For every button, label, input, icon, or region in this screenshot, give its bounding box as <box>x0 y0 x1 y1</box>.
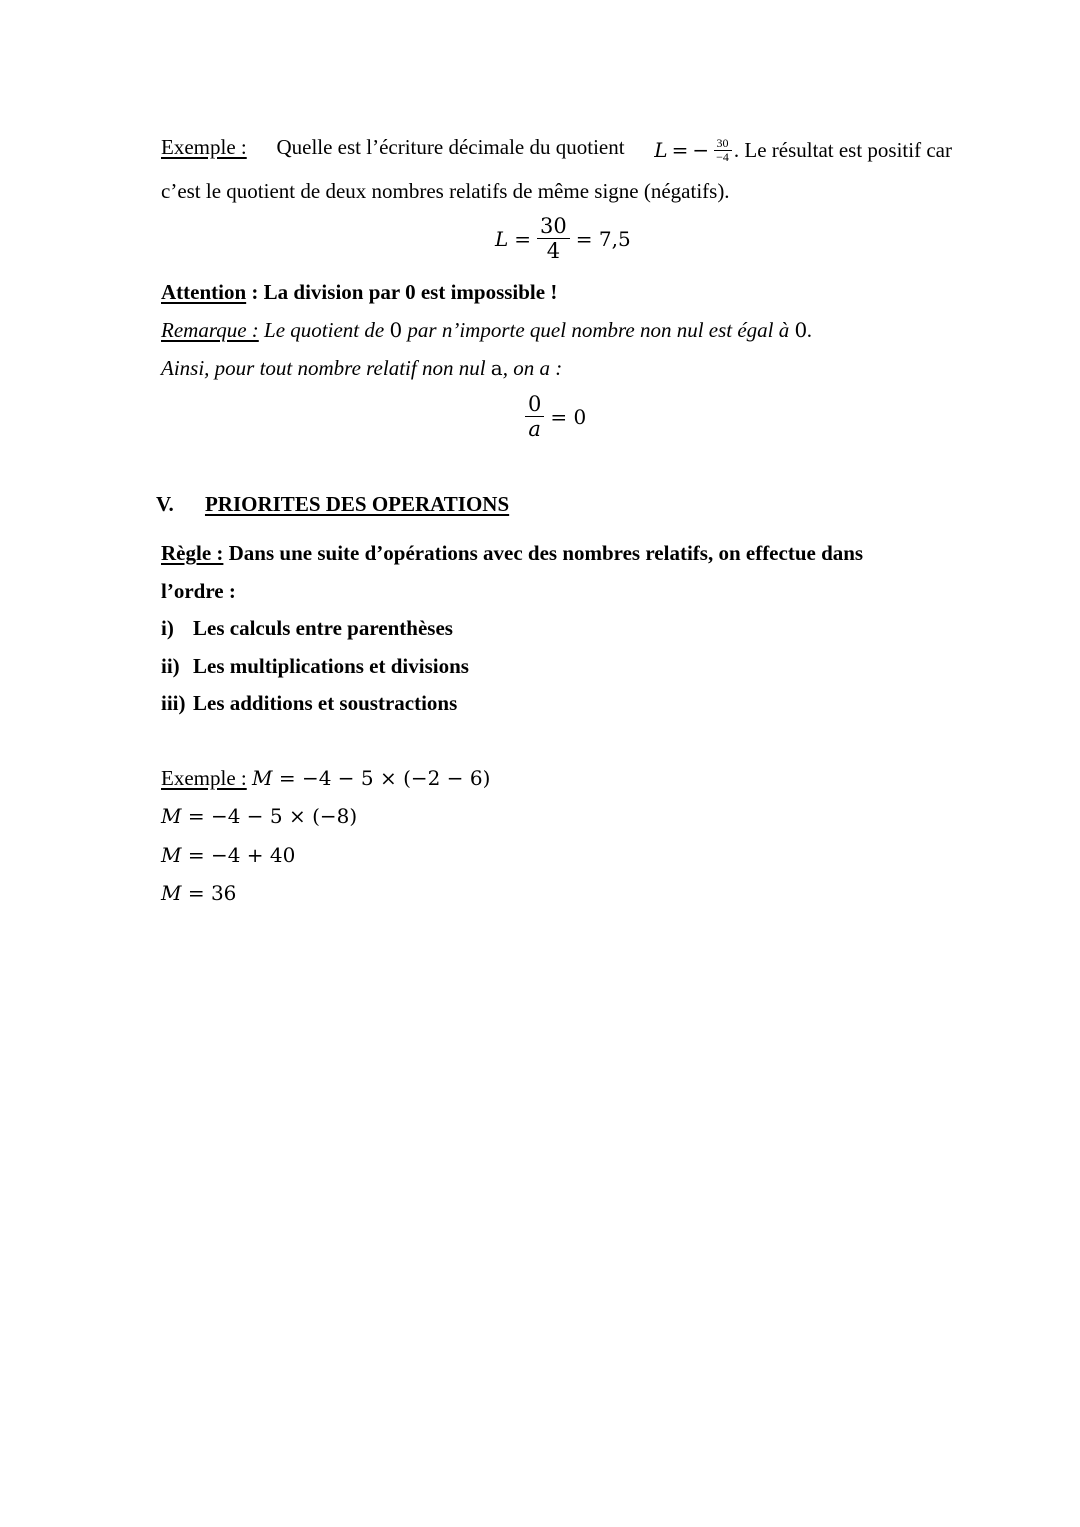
list-item-text: Les calculs entre parenthèses <box>193 616 453 640</box>
section-number: V. <box>156 492 174 516</box>
example2-var: M <box>161 843 182 867</box>
example2-expr: = 36 <box>181 881 237 905</box>
example2-label: Exemple : <box>161 766 247 790</box>
calc-eq: = <box>514 226 532 251</box>
remark-line2 <box>161 358 562 379</box>
remark-var-a: a <box>490 356 503 380</box>
example1-line2: c’est le quotient de deux nombres relatifs de même signe (négatifs). <box>161 179 730 203</box>
example2-step <box>161 845 295 866</box>
example1-text-before: Quelle est l’écriture décimale du quotient <box>276 135 625 159</box>
example1-calc <box>495 214 631 263</box>
example1-var-l: L <box>654 138 668 163</box>
example1-minus: − <box>692 138 710 163</box>
rule-line2: l’ordre : <box>161 579 236 603</box>
example1-inline-formula <box>654 137 952 163</box>
rule-text: Dans une suite d’opérations avec des nombres relatifs, on effectue dans <box>223 541 864 565</box>
example2-step <box>161 806 357 827</box>
list-item-marker: i) <box>161 616 174 640</box>
attention-line <box>161 282 557 303</box>
example2-step <box>161 883 236 904</box>
section-title: PRIORITES DES OPERATIONS <box>204 492 510 516</box>
remark-zero2: 0 <box>794 318 808 342</box>
example2-var: M <box>161 881 182 905</box>
remark-label: Remarque : <box>161 318 259 342</box>
rule-line1 <box>161 543 863 564</box>
calc-var-l: L <box>495 226 509 251</box>
remark-line1 <box>161 320 813 341</box>
example1-eq: = <box>671 138 689 163</box>
remark-result: = 0 <box>550 404 587 429</box>
example1-text-after: . Le résultat est positif car <box>733 137 952 162</box>
remark-text2: par n’importe quel nombre non nul est égal à <box>402 318 795 342</box>
example1-line1 <box>161 137 952 163</box>
example1-fraction <box>713 137 732 163</box>
remark-text1: Le quotient de <box>258 318 390 342</box>
remark-line2b: , on a : <box>502 356 563 380</box>
example2-line1 <box>161 768 490 789</box>
remark-formula <box>525 392 586 441</box>
example2-expr: = −4 − 5 × (−8) <box>181 804 358 828</box>
calc-fraction <box>537 214 570 263</box>
rule-label: Règle : <box>161 541 224 565</box>
section-heading <box>156 494 509 515</box>
attention-text: : La division par 0 est impossible ! <box>246 280 558 304</box>
calc-frac-num: 30 <box>537 214 570 239</box>
example1-frac-den: −4 <box>716 149 729 164</box>
example1-label: Exemple : <box>161 135 247 159</box>
remark-zero1: 0 <box>389 318 403 342</box>
example2-expr: = −4 + 40 <box>181 843 296 867</box>
example1-frac-num: 30 <box>714 137 732 151</box>
attention-label: Attention <box>161 280 247 304</box>
example2-var: M <box>251 766 273 790</box>
remark-frac-num: 0 <box>525 392 544 417</box>
list-item <box>161 618 453 639</box>
list-item <box>161 656 469 677</box>
list-item <box>161 693 457 714</box>
remark-text3: . <box>807 318 813 342</box>
calc-frac-den: 4 <box>546 239 561 264</box>
remark-frac-den: a <box>528 417 541 442</box>
list-item-text: Les additions et soustractions <box>193 691 458 715</box>
remark-fraction <box>525 392 544 441</box>
list-item-marker: iii) <box>161 691 186 715</box>
example2-expr: = −4 − 5 × (−2 − 6) <box>272 766 491 790</box>
remark-line2a: Ainsi, pour tout nombre relatif non nul <box>161 356 491 380</box>
example2-var: M <box>161 804 182 828</box>
list-item-marker: ii) <box>161 654 180 678</box>
list-item-text: Les multiplications et divisions <box>193 654 469 678</box>
calc-result: = 7,5 <box>575 226 631 251</box>
